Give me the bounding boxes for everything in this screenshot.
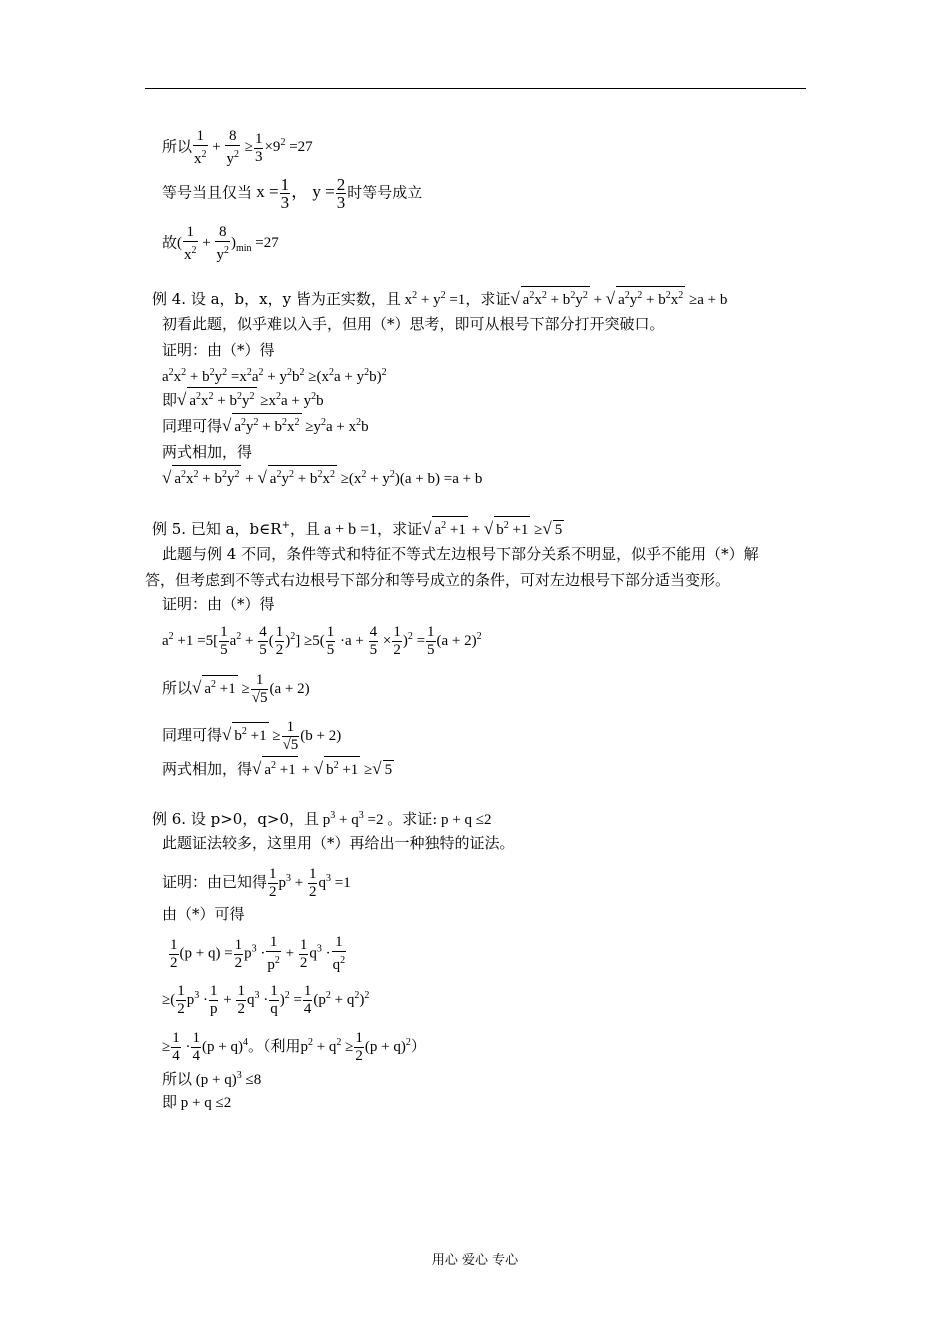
formula: x = $\frac{1}{3}$ ， y = $\frac{2}{3}$ xyxy=(252,175,346,212)
ex6-title xyxy=(152,806,492,830)
ex6-you: 由（*）可得 xyxy=(162,905,245,923)
ex6-note: 此题证法较多，这里用（*）再给出一种独特的证法。 xyxy=(162,834,515,852)
ex5-claim-text: ，求证 xyxy=(377,520,423,538)
ex6-title-text: 例 6. 设 p>0，q>0，且 xyxy=(152,810,320,828)
ex5-step2 xyxy=(162,672,310,707)
ex5-note2: 答，但考虑到不等式右边根号下部分和等号成立的条件，可对左边根号下部分适当变形。 xyxy=(145,571,731,589)
formula: $(p + q)^3 \le 8$ xyxy=(192,1070,262,1088)
formula: √ $a^2x^2 + b^2y^2$ + √ $a^2y^2 + b^2x^2 \ge a + b$ xyxy=(510,292,727,308)
formula: √ $a^2x^2 + b^2y^2 \ge x^2a + y^2b$ xyxy=(177,393,324,409)
formula: ≥ $\frac{1}{4}$ · $\frac{1}{4}$ $(p + q)^4$ xyxy=(162,1030,248,1064)
text-liyong: 。（利用 xyxy=(247,1036,301,1055)
formula: √ $a^2y^2 + b^2x^2 \ge y^2a + x^2b$ xyxy=(222,419,369,435)
text-suoyi: 所以 xyxy=(162,137,193,156)
line-equality xyxy=(162,176,422,211)
ex6-step2: ≥( $\frac{1}{2}$ $p^3$ · $\frac{1}{p}$ + $\frac{1}{2}$ $q^3$ · $\frac{1}{q}$ )$^2$ = $\frac{1}{4}$ $(p^2 + q^2)^2$ xyxy=(162,983,370,1017)
page-footer: 用心 爱心 专心 xyxy=(431,1253,519,1268)
formula: p + q ≤2 xyxy=(437,812,492,828)
ex5-note1: 此题与例 4 不同，条件等式和特征不等式左边根号下部分关系不明显，似乎不能用（*）解 xyxy=(162,545,759,563)
line-min xyxy=(162,224,279,264)
ex5-title: 例 5. 已知 a，b∈R+，且 a + b =1，求证√ $a^2 +1$ + √ $b^2 +1$ ≥√ 5 xyxy=(152,516,564,540)
text-ji: 即 xyxy=(162,391,178,409)
ex6-step1: $\frac{1}{2}$ (p + q) = $\frac{1}{2}$ $p^3$ · $\frac{1}{p^2}$ + $\frac{1}{2}$ $q^3$ · $\frac{1}{q^2}$ xyxy=(170,934,346,973)
ex6-proof xyxy=(162,866,351,901)
ex6-step5 xyxy=(162,1092,231,1113)
ex5-cond-text: ，且 xyxy=(289,520,320,538)
ex4-proof: 证明：由（*）得 xyxy=(162,341,275,359)
text-equality-cond: 等号当且仅当 xyxy=(162,183,253,202)
text-suoyi: 所以 xyxy=(162,1070,193,1088)
ex5-title-text: 例 5. 已知 a，b∈R xyxy=(152,520,282,538)
formula: p + q ≤2 xyxy=(177,1095,232,1111)
ex4-title-text: 例 4. 设 a，b，x，y 皆为正实数，且 xyxy=(152,290,401,308)
text-add: 两式相加，得 xyxy=(162,760,253,778)
formula: a + b =1 xyxy=(319,521,378,538)
ex6-claim-text: 。求证: xyxy=(387,810,438,828)
text-tongli: 同理可得 xyxy=(162,725,223,744)
formula: $\frac{1}{x^2}$ + $\frac{8}{y^2}$ ≥ $\frac{1}{3}$ $\times 9^2 =27$ xyxy=(194,128,313,167)
line-suoyi-27 xyxy=(162,128,313,168)
text-ji: 即 xyxy=(162,1093,178,1111)
text-close: ） xyxy=(410,1036,426,1055)
ex4-note: 初看此题，似乎难以入手，但用（*）思考，即可从根号下部分打开突破口。 xyxy=(162,315,665,333)
ex5-proof: 证明：由（*）得 xyxy=(162,595,275,613)
text-equality-end: 时等号成立 xyxy=(347,183,423,202)
formula: ( $\frac{1}{x^2}$ + $\frac{8}{y^2}$ )$_{min} =27$ xyxy=(177,224,279,263)
ex4-title xyxy=(152,286,727,310)
text-proof: 证明：由已知得 xyxy=(162,872,268,891)
ex4-claim-text: ，求证 xyxy=(465,290,511,308)
text-gu: 故 xyxy=(162,233,178,252)
text-suoyi: 所以 xyxy=(162,678,193,697)
formula: √ $a^2 +1$ + √ $b^2 +1$ ≥√ 5 xyxy=(422,522,564,538)
ex4-add: 两式相加，得 xyxy=(162,443,253,461)
header-rule xyxy=(145,88,806,89)
ex6-step4 xyxy=(162,1066,261,1090)
ex4-step4: √ $a^2x^2 + b^2y^2$ + √ $a^2y^2 + b^2x^2 \ge(x^2 + y^2)(a + b) =a + b$ xyxy=(162,465,482,489)
formula: $p^2 + q^2$ ≥ $\frac{1}{2}$ $(p + q)^2$ xyxy=(300,1030,411,1064)
text-tongli: 同理可得 xyxy=(162,417,223,435)
ex4-step3 xyxy=(162,413,369,437)
ex5-step4 xyxy=(162,756,394,780)
formula: √ $a^2 +1$ ≥ $\frac{1}{√5}$ (a + 2) xyxy=(192,672,310,706)
ex4-step1: $a^2x^2 + b^2y^2 =x^2a^2 + y^2b^2 \ge(x^2a + y^2b)^2$ xyxy=(162,367,387,385)
ex5-step3 xyxy=(162,719,341,754)
ex5-step1: $a^2 +1 =5$[ $\frac{1}{5}$ $a^2$ + $\frac{4}{5}$ ( $\frac{1}{2}$ )$^2$] ≥5( $\frac{1}{5}$ ·a + $\frac{4}{5}$ × $\frac{1}{2}$ )$^2$ = $\frac{1}{5}$ $(a + 2)^2$ xyxy=(162,624,482,658)
formula: $x^2 + y^2 =1$ xyxy=(400,290,466,308)
formula: √ $b^2 +1$ ≥ $\frac{1}{√5}$ (b + 2) xyxy=(222,719,342,753)
ex4-step2 xyxy=(162,387,324,411)
formula: $p^3 + q^3 =2$ xyxy=(319,810,388,828)
ex6-step3 xyxy=(162,1030,426,1065)
formula: $\frac{1}{2}$ $p^3$ + $\frac{1}{2}$ $q^3 =1$ xyxy=(269,866,351,900)
formula: √ $a^2 +1$ + √ $b^2 +1$ ≥√ 5 xyxy=(252,762,394,778)
